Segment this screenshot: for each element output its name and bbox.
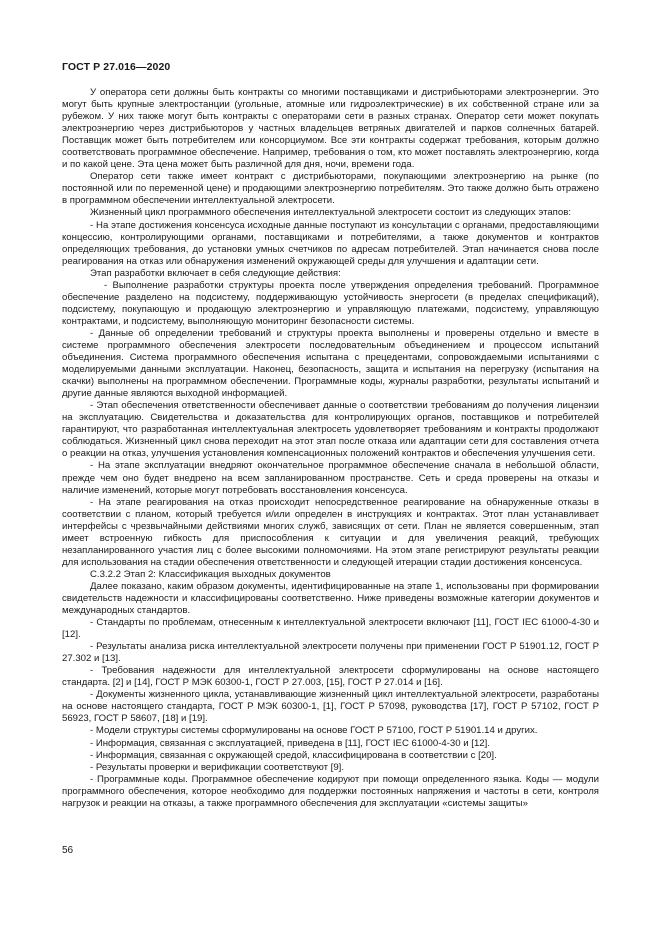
paragraph: Жизненный цикл программного обеспечения интеллектуальной электросети состоит из следующих этапов: <box>90 207 571 219</box>
paragraph: - На этапе реагирования на отказ происходит непосредственное реагирование на обнаруженные отказы в соответствии с планом, который требуется и/или определен в инструкциях и контрактах. Этот план устанавливает интерфейсы с чрезвычайными действиями многих служб, зависящих от сети. План не является совершенным, этап имеет встроенную гибкость для приспособления к ситуации и для увеличения реакций, требующих незапланированного участия лиц с более высокими полномочиями. На этом этапе регистрируют результаты реакции для использования на стадии обеспечения ответственности и следующей итерации стадии достижения консенсуса. <box>62 496 599 568</box>
paragraph: Оператор сети также имеет контракт с дистрибьюторами, покупающими электроэнергию на рынке (по постоянной или по переменной цене) и продающими электроэнергию потребителям. Это также должно быть отражено в программном обеспечении интеллектуальной электросети. <box>62 171 599 207</box>
paragraph: - На этапе достижения консенсуса исходные данные поступают из консультации с органами, предоставляющими концессию, контролирующими органами, поставщиками и потребителями, а также документов и контрактов определяющих требования, до установки умных счетчиков по адресам потребителей. Этап начинается снова после реагирования на отказ или обнаружения изменений окружающей среды для улучшения и адаптации сети. <box>62 219 599 267</box>
document-header: ГОСТ Р 27.016—2020 <box>62 61 171 73</box>
page-number: 56 <box>62 845 74 856</box>
paragraph: Этап разработки включает в себя следующие действия: <box>90 267 341 279</box>
paragraph: Далее показано, каким образом документы, идентифицированные на этапе 1, использованы при формировании свидетельств надежности и классифицированы соответственно. Ниже приведены возможные категории документов и международных стандартов. <box>62 580 599 617</box>
paragraph: - На этапе эксплуатации внедряют окончательное программное обеспечение сначала в небольшой области, прежде чем оно будет внедрено на всем запланированном пространстве. Сеть и среда проверены на отказы и наличие изменений, которые могут потребовать восстановления консенсуса. <box>62 460 599 496</box>
paragraph: - Документы жизненного цикла, устанавливающие жизненный цикл интеллектуальной электросети, разработаны на основе настоящего стандарта, ГОСТ Р МЭК 60300-1, [1], ГОСТ Р 57098, руководства [17], ГОСТ Р 57102, ГОСТ Р 56923, ГОСТ Р 58607, [18] и [19]. <box>62 689 599 725</box>
paragraph: - Данные об определении требований и структуры проекта выполнены и проверены отдельно и вместе в системе программного обеспечения электросети последовательным объединением и процессом испытаний объединения. Система программного обеспечения испытана с прецедентами, сопровождаемыми испытаниями с моделируемыми данными эксплуатации. Наконец, безопасность, защита и испытания на перегрузку (испытания на скачки) выполнены на программном обеспечении. Программные коды, журналы разработки, результаты испытаний и другие данные являются выходной информацией. <box>62 327 599 400</box>
paragraph: - Требования надежности для интеллектуальной электросети сформулированы на основе настоящего стандарта. [2] и [14], ГОСТ Р МЭК 60300-1, ГОСТ Р 27.003, [15], ГОСТ Р 27.014 и [16]. <box>62 665 599 689</box>
paragraph: - Результаты анализа риска интеллектуальной электросети получены при применении ГОСТ Р 51901.12, ГОСТ Р 27.302 и [13]. <box>62 641 599 665</box>
paragraph: - Модели структуры системы сформулированы на основе ГОСТ Р 57100, ГОСТ Р 51901.14 и других. <box>90 725 538 737</box>
paragraph: - Стандарты по проблемам, отнесенным к интеллектуальной электросети включают [11], ГОСТ IEC 61000-4-30 и [12]. <box>62 617 599 641</box>
section-heading: С.3.2.2 Этап 2: Классификация выходных документов <box>90 568 331 580</box>
page-body <box>62 87 599 810</box>
paragraph: - Этап обеспечения ответственности обеспечивает данные о соответствии требованиям до получения лицензии на эксплуатацию. Свидетельства и доказательства для контролирующих органов, поставщиков и потребителей гарантируют, что разработанная интеллектуальная электросеть удовлетворяет требованиям и контракты продолжают соблюдаться. Жизненный цикл снова переходит на этот этап после отказа или адаптации сети для составления отчета о реакции на отказ, улучшения установления компенсационных положений контрактов и обеспечения улучшения сети. <box>62 400 599 460</box>
paragraph: - Выполнение разработки структуры проекта после утверждения определения требований. Программное обеспечение разделено на подсистему, поддерживающую устойчивость энергосети (в пределах спецификаций), подсистему, покупающую и продающую электроэнергию и управляющую платежами, подсистему, управляющую контрактами, и подсистему, выполняющую мониторинг безопасности системы. <box>62 279 599 327</box>
paragraph: - Программные коды. Программное обеспечение кодируют при помощи определенного языка. Коды — модули программного обеспечения, которое необходимо для поддержки постоянных напряжения и частоты в сети, контроля нагрузок и реакции на отказы, а также программного обеспечения для эксплуатации «системы защиты» <box>62 773 599 809</box>
paragraph: - Информация, связанная с окружающей средой, классифицирована в соответствии с [20]. <box>90 749 497 761</box>
paragraph: - Результаты проверки и верификации соответствуют [9]. <box>90 761 345 773</box>
paragraph: - Информация, связанная с эксплуатацией, приведена в [11], ГОСТ IEC 61000-4-30 и [12]. <box>90 737 490 749</box>
paragraph: У оператора сети должны быть контракты со многими поставщиками и дистрибьюторами электроэнергии. Это могут быть крупные электростанции (угольные, атомные или гидроэлектрические) в их собственной стране или за рубежом. У них также могут быть контракты с операторами сети в разных странах. Оператор сети может покупать электроэнергию через дистрибьюторов у частных владельцев ветряных двигателей и парков солнечных батарей. Поставщик может быть потребителем или консорциумом. Все эти контракты содержат требования, которым должно соответствовать программное обеспечение. Например, требования о том, кто может поставлять электроэнергию, когда и по какой цене. Эта цена может быть различной для дня, ночи, времени года. <box>62 87 599 171</box>
